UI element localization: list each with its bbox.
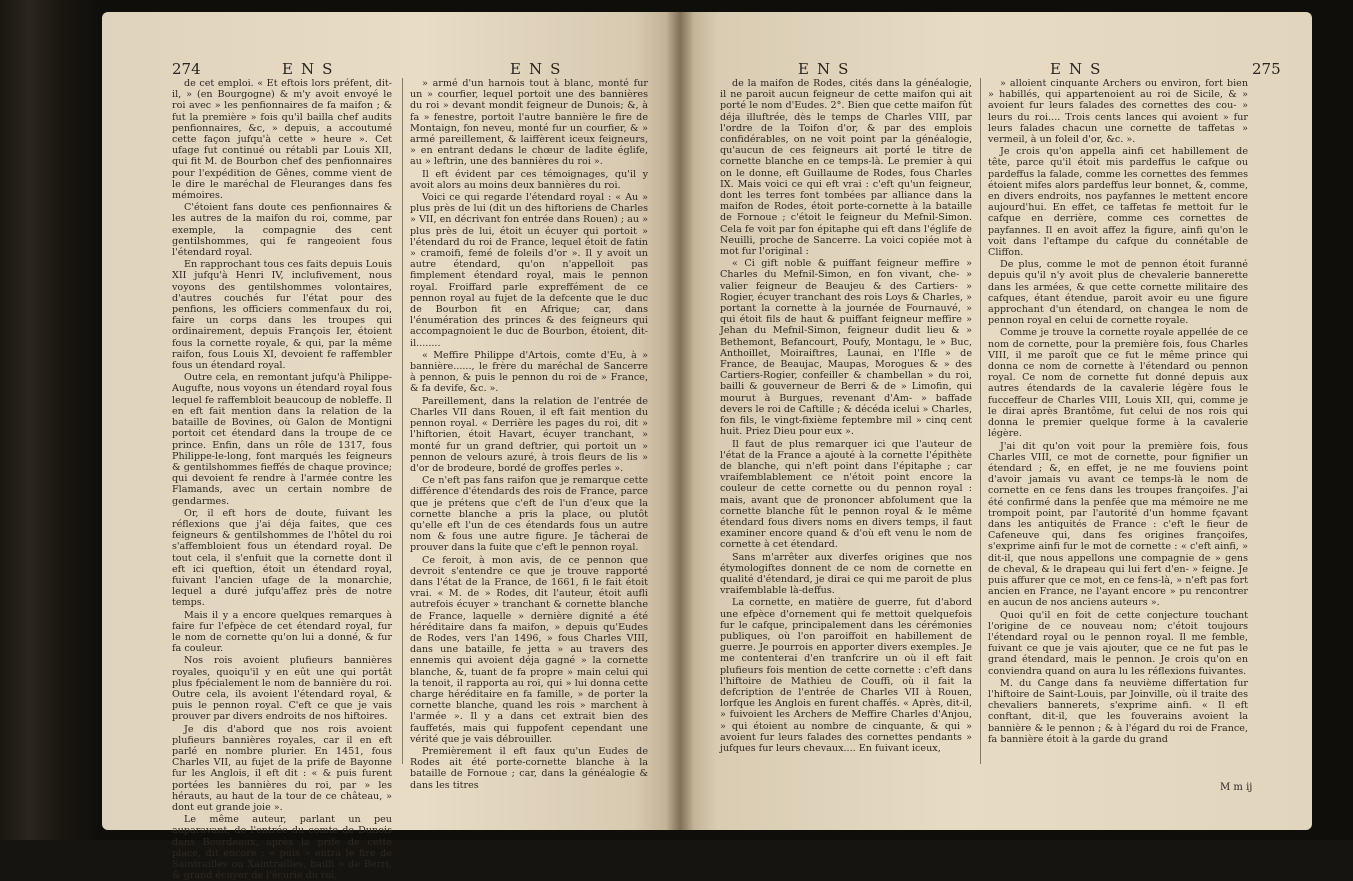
left-page-column-rule [402,78,403,764]
left-page-header: ENS [282,60,341,78]
right-col1-paragraph: de la maifon de Rodes, cités dans la généalogie, il ne paroit aucun feigneur de cette maifon qui ait porté le nom d'Eudes. 2°. Bien que cette maifon fût déja illuftrée, dès le temps de Charles VIII, par l'ordre de la Toifon d'or, & par des emplois confidérables, on ne voit point par la généalogie, qu'aucun de ces feigneurs ait porté le titre de cornette blanche en ce temps-là. Le premier à qui on le donne, eft Guillaume de Rodes, fous Charles IX. Mais voici ce qui eft vrai : c'eft qu'un feigneur, dont les terres font tombées par alliance dans la maifon de Rodes, étoit porte-cornette à la bataille de Fornoue ; c'étoit le feigneur du Mefnil-Simon. Cela fe voit par fon épitaphe qui eft dans l'églife de Neuilli, proche de Sancerre. La voici copiée mot à mot fur l'original : [720,78,972,258]
left-col1-paragraph: Mais il y a encore quelques remarques à faire fur l'efpèce de cet étendard royal, fur le nom de cornette qu'on lui a donné, & fur fa couleur. [172,609,392,655]
left-col1-paragraph: Le même auteur, parlant un peu auparavant, de l'entrée du comte de Dunois dans Bourdeaux, après la prife de cette place, dit encore : « puis » entra le fire de Saintrailles ou Xaintrailles, bailli » de Berri, & grand écuyer de l'écurie du roi, [172,814,392,881]
right-col2-paragraph: Quoi qu'il en foit de cette conjecture touchant l'origine de ce nouveau nom; c'étoit toujours l'étendard royal ou le pennon royal. Il me femble, fuivant ce que je vais ajouter, que ce ne fut pas le grand étendard, mais le pennon. Je crois qu'on en conviendra quand on aura lu les réflexions fuivantes. [988,609,1248,677]
left-col1-paragraph: C'étoient fans doute ces penfionnaires & les autres de la maifon du roi, comme, par exemple, la compagnie des cent gentilshommes, qui fe rangeoient fous l'étendard royal. [172,202,392,259]
right-col2-paragraph: » alloient cinquante Archers ou environ, fort bien » habillés, qui appartenoient au roi de Sicile, & » avoient fur leurs falades des cornettes des cou- » leurs du roi.... Trois cents lances qui avoient » fur leurs falades chacun une cornette de taffetas » vermeil, à un foleil d'or, &c. ». [988,78,1248,146]
left-page-column-2 [410,78,648,791]
right-col1-paragraph: La cornette, en matière de guerre, fut d'abord une efpèce d'ornement qui fe mettoit quelquefois fur le cafque, principalement dans les cérémonies publiques, où l'on paroiffoit en habillement de guerre. Je pourrois en apporter divers exemples. Je me contenterai d'en tranfcrire un où il eft fait plufieurs fois mention de cette cornette : c'eft dans l'hiftoire de Mathieu de Couffi, où il fait la defcription de l'entrée de Charles VII à Rouen, lorfque les Anglois en furent chaffés. « Après, dit-il, » fuivoient les Archers de Meffire Charles d'Anjou, » qui étoient au nombre de cinquante, & qui » avoient fur leurs falades des cornettes pendants » jufques fur leurs chevaux.... En fuivant iceux, [720,597,972,754]
left-col1-paragraph: Nos rois avoient plufieurs bannières royales, quoiqu'il y en eût une qui portât plus fpécialement le nom de bannière du roi. Outre cela, ils avoient l'étendard royal, & puis le pennon royal. C'eft ce que je vais prouver par divers endroits de nos hiftoires. [172,655,392,723]
right-page [680,12,1312,830]
left-page-column-1 [172,78,393,881]
left-col2-paragraph: Voici ce qui regarde l'étendard royal : « Au » plus près de lui (dit un des hiftoriens de Charles » VII, en décrivant fon entrée dans Rouen) ; au » plus près de lui, étoit un écuyer qui portoit » l'étendard du roi de France, lequel étoit de fatin » cramoifi, femé de foleils d'or ». Il y avoit un autre étendard, qu'on n'appelloit pas fimplement étendard royal, mais le pennon royal. Froiffard parle expreffément de ce pennon royal au fujet de la defcente que le duc de Bourbon fit en Afrique; car, dans l'énumération des princes & des feigneurs qui accompagnoient le duc de Bourbon, étoient, dit-il........ [410,192,648,349]
left-page [102,12,680,881]
left-col1-paragraph: Or, il eft hors de doute, fuivant les réflexions que j'ai déja faites, que ces feigneurs & gentilshommes de l'hôtel du roi s'affembloient fous un étendard royal. De tout cela, il s'enfuit que la cornette dont il eft ici queftion, étoit un étendard royal, fuivant l'ancien ufage de la monarchie, lequel a duré jufqu'affez près de notre temps. [172,507,392,609]
right-col2-paragraph: Je crois qu'on appella ainfi cet habillement de tête, parce qu'il étoit mis pardeffus le cafque ou pardeffus la falade, comme les cornettes des femmes étoient mifes alors pardeffus leur bonnet, &, comme, en divers endroits, nos payfannes le mettent encore aujourd'hui. En effet, ce taffetas fe mettoit fur le cafque en derrière, comme ces cornettes de payfannes. Il en avoit affez la figure, ainfi qu'on le voit dans l'eftampe du cafque du connétable de Cliffon. [988,146,1248,259]
right-col2-paragraph: De plus, comme le mot de pennon étoit furanné depuis qu'il n'y avoit plus de chevalerie bannerette dans les armées, & que cette cornette militaire des cafques, étant étendue, paroit avoir eu une figure approchant d'un étendard, on changea le nom de pennon royal en celui de cornette royale. [988,259,1248,327]
left-col1-paragraph: En rapprochant tous ces faits depuis Louis XII jufqu'à Henri IV, inclufivement, nous voyons des gentilshommes volontaires, d'autres couchés fur l'état pour des penfions, les officiers commenfaux du roi, faire un corps dans les troupes qui ordinairement, depuis François Ier, étoient fous la cornette royale, & qui, par la même raifon, fous Louis XI, devoient fe raffembler fous un étendard royal. [172,259,393,372]
left-page-running-header: ENS [510,60,569,78]
right-col1-paragraph: « Ci gift noble & puiffant feigneur meffire » Charles du Mefnil-Simon, en fon vivant, che- » valier feigneur de Beaujeu & des Cartiers- » Rogier, écuyer tranchant des rois Loys & Charles, » portant la cornette à la journée de Fournauvé, » qui étoit fils de haut & puiffant feigneur meffire » Jehan du Mefnil-Simon, feigneur dudit lieu & » Bethemont, Befancourt, Poufy, Montagu, le » Buc, Anthoillet, Moiraiftres, Launai, en l'Ifle » de France, de Beaujac, Maupas, Morogues & » des Cartiers-Rogier, confeiller & chambellan » du roi, bailli & gouverneur de Berri & de » Limofin, qui mourut à Burgues, revenant d'Am- » baffade devers le roi de Caftille ; & décéda icelui » Charles, fon fils, le vingt-fixième feptembre mil » cinq cent huit. Priez Dieu pour eux ». [720,258,972,438]
left-col2-paragraph: Il eft évident par ces témoignages, qu'il y avoit alors au moins deux bannières du roi. [410,168,648,191]
right-col2-paragraph: M. du Cange dans fa neuvième differtation fur l'hiftoire de Saint-Louis, par Joinville, où il traite des chevaliers bannerets, s'exprime ainfi. « Il eft conftant, dit-il, que les fouverains avoient la bannière & le pennon ; & à l'égard du roi de France, fa bannière étoit à la garde du grand [988,677,1248,745]
book-gutter [666,12,694,830]
right-col2-paragraph: Comme je trouve la cornette royale appellée de ce nom de cornette, pour la première fois, fous Charles VIII, il me paroît que ce fut le même prince qui donna ce nom de cornette à l'étendard ou pennon royal. Ce nom de cornette fut donné depuis aux autres étendards de la cavalerie légère fous le fucceffeur de Charles VIII, Louis XII, qui, comme je le dirai après Brantôme, fut celui de nos rois qui donna le premier quelque forme à la cavalerie légère. [988,327,1248,440]
left-col2-paragraph: » armé d'un harnois tout à blanc, monté fur un » courfier, lequel portoit une des bannières du roi » devant mondit feigneur de Dunois; &, à fa » fenestre, portoit l'autre bannière le fire de Montaign, fon neveu, monté fur un courfier, & » armé pareillement, & laiffèrent iceux feigneurs, » en entrant dedans le chœur de ladite églife, au » leftrin, une des bannières du roi ». [410,78,648,168]
left-col2-paragraph: « Meffire Philippe d'Artois, comte d'Eu, à » bannière......, le frère du maréchal de Sancerre à pennon, & puis le pennon du roi de » France, & fa devife, &c. ». [410,349,648,395]
right-col2-paragraph: J'ai dit qu'on voit pour la première fois, fous Charles VIII, ce mot de cornette, pour fignifier un étendard ; &, en effet, je ne me fouviens point d'avoir jamais vu avant ce temps-là le nom de cornette en ce fens dans les troupes françoifes. J'ai été confirmé dans la penfée que ma mémoire ne me trompoit point, par l'autorité d'un homme fçavant dans les antiquités de France : c'eft le fieur de Cafeneuve qui, dans fes origines françoifes, s'exprime ainfi fur le mot de cornette : « c'eft ainfi, » dit-il, que nous appellons une compagnie de » gens de cheval, & le drapeau qui lui fert d'en- » feigne. Je puis affurer que ce mot, en ce fens-là, » n'eft pas fort ancien en France, ne l'ayant encore » pu rencontrer en aucun de nos anciens auteurs ». [988,440,1248,609]
right-page-number: 275 [1252,60,1281,78]
left-col1-paragraph: Je dis d'abord que nos rois avoient plufieurs bannières royales, car il en eft parlé en nombre plurier. En 1451, fous Charles VII, au fujet de la prife de Bayonne fur les Anglois, il eft dit : « & puis furent portées les bannières du roi, par » les hérauts, au haut de la tour de ce château, » dont eut grande joie ». [172,723,392,813]
right-page-header: ENS [1050,60,1109,78]
left-col2-paragraph: Pareillement, dans la relation de l'entrée de Charles VII dans Rouen, il eft fait mention du pennon royal. « Derrière les pages du roi, dit » l'hiftorien, étoit Havart, écuyer tranchant, » monté fur un grand deftrier, qui portoit un » pennon de velours azuré, à trois fleurs de lis » d'or de brodeure, bordé de groffes perles ». [410,395,648,474]
left-col2-paragraph: Premièrement il eft faux qu'un Eudes de Rodes ait été porte-cornette blanche à la bataille de Fornoue ; car, dans la généalogie & dans les titres [410,745,648,791]
left-col2-paragraph: Ce n'eft pas fans raifon que je remarque cette différence d'étendards des rois de France, parce que je prétens que c'eft de l'un d'eux que la cornette blanche a pris la place, ou plutôt qu'elle eft l'un de ces étendards fous un autre nom & fous une autre figure. Je tâcherai de prouver dans la fuite que c'eft le pennon royal. [410,475,648,554]
left-col2-paragraph: Ce feroit, à mon avis, de ce pennon que devroit s'entendre ce que je trouve rapporté dans l'état de la France, de 1661, fi le fait étoit vrai. « M. de » Rodes, dit l'auteur, étoit aufli autrefois écuyer » tranchant & cornette blanche de France, laquelle » dernière dignité a été héréditaire dans fa maifon, » depuis qu'Eudes de Rodes, vers l'an 1496, » fous Charles VIII, dans une bataille, fe jetta » au travers des ennemis qui avoient déja gagné » la cornette blanche, &, tuant de fa propre » main celui qui la tenoit, il rapporta au roi, qui » lui donna cette charge héréditaire en fa famille, » de porter la cornette blanche, quand les rois » marchent à l'armée ». Il y a dans cet extrait bien des fauffetés, mais qui fuppofent cependant une vérité que je vais débrouiller. [410,554,648,745]
right-page-column-1 [720,78,972,778]
right-page-running-header: ENS [798,60,857,78]
right-col1-paragraph: Il faut de plus remarquer ici que l'auteur de l'état de la France a ajouté à la cornette l'épithète de blanche, qui n'eft point dans l'épitaphe ; car vraifemblablement ce n'étoit point encore la couleur de cette cornette ou du pennon royal : mais, avant que de prononcer abfolument que la cornette blanche fût le pennon royal & le même étendard fous divers noms en divers temps, il faut examiner encore quand & d'où eft venu le nom de cornette à cet étendard. [720,438,972,551]
right-page-column-2 [988,78,1248,778]
right-col1-paragraph: Sans m'arrêter aux diverfes origines que nos étymologiftes donnent de ce nom de cornette en qualité d'étendard, je dirai ce qui me paroit de plus vraifemblable là-deffus. [720,551,972,597]
signature-mark: M m ij [1220,782,1253,793]
left-page-number: 274 [172,60,201,78]
right-page-column-rule [980,78,981,764]
left-col1-paragraph: Outre cela, en remontant jufqu'à Philippe-Augufte, nous voyons un étendard royal fous lequel fe raffembloit beaucoup de nobleffe. Il en eft fait mention dans la relation de la bataille de Bovines, où Galon de Montigni portoit cet étendard dans la troupe de ce prince. Enfin, dans un rôle de 1317, fous Philippe-le-long, font marqués les feigneurs & gentilshommes fieffés de chaque province; qui devoient fe rendre à l'armée contre les Flamands, avec un certain nombre de gendarmes. [172,372,392,507]
left-col1-paragraph: de cet emploi. « Et eftois lors préfent, dit-il, » (en Bourgogne) & m'y avoit envoyé le roi avec » les penfionnaires de fa maifon ; & fut la première » fois qu'il bailla chef audits penfionnaires, &c, » depuis, a accoutumé cette façon jufqu'à cette » heure ». Cet ufage fut continué ou rétabli par Louis XII, qui fit M. de Bourbon chef des penfionnaires pour l'expédition de Gênes, comme vient de le dire le maréchal de Fleuranges dans fes mémoires. [172,78,392,202]
